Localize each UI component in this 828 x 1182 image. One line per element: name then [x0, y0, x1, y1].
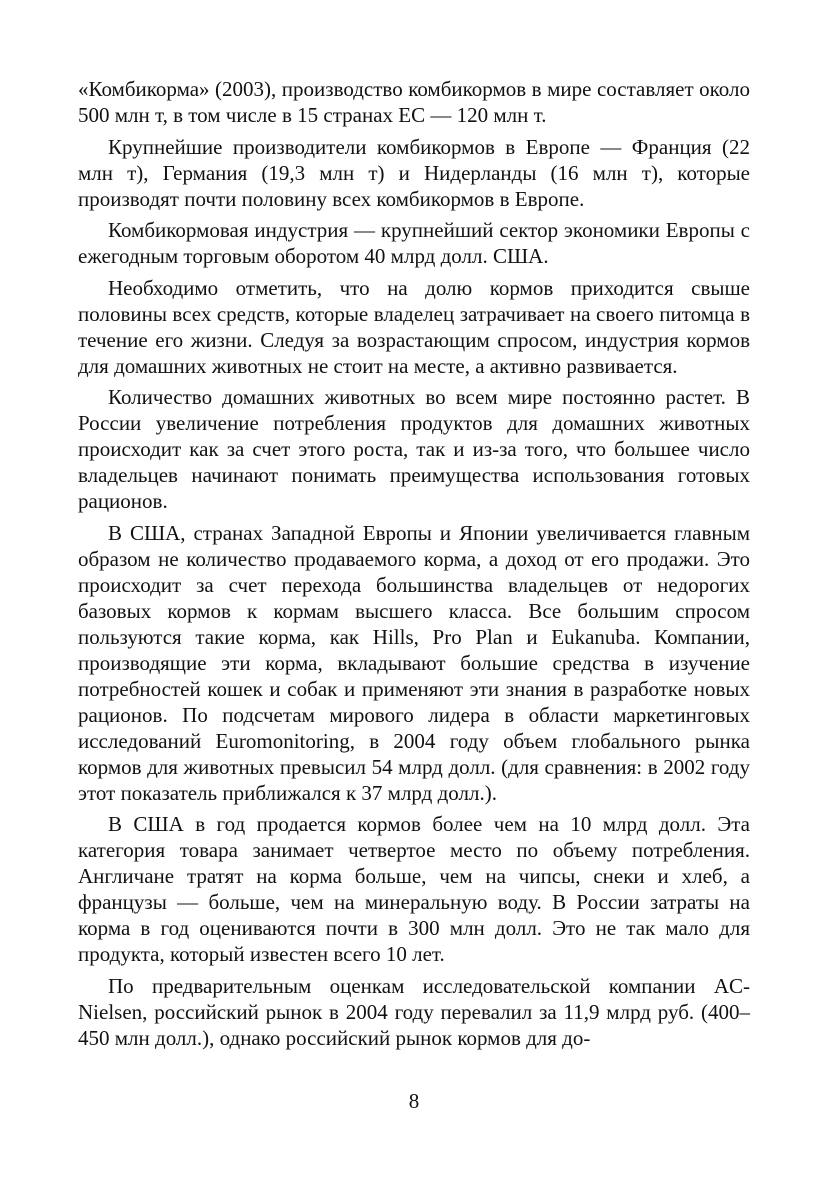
paragraph-5: Количество домашних животных во всем мире постоянно растет. В России увеличение потребления продуктов для домашних животных происходит как за счет этого роста, так и из-за того, что большее число владельцев начинают понимать преимущества использования готовых рационов.: [78, 385, 750, 513]
paragraph-4: Необходимо отметить, что на долю кормов приходится свыше половины всех средств, которые владелец затрачивает на своего питомца в течение его жизни. Следуя за возрастающим спросом, индустрия кормов для домашних животных не стоит на месте, а активно развивается.: [78, 275, 750, 378]
paragraph-6: В США, странах Западной Европы и Японии увеличивается главным образом не количество продаваемого корма, а доход от его продажи. Это происходит за счет перехода большинства владельцев от недорогих базовых кормов к кормам высшего класса. Все большим спросом пользуются такие корма, как Hills, Pro Plan и Eukanuba. Компании, производящие эти корма, вкладывают большие средства в изучение потребностей кошек и собак и применяют эти знания в разработке новых рационов. По подсчетам мирового лидера в области маркетинговых исследований Euromonitoring, в 2004 году объем глобального рынка кормов для животных превысил 54 млрд долл. (для сравнения: в 2002 году этот показатель приближался к 37 млрд долл.).: [78, 520, 750, 805]
paragraph-2: Крупнейшие производители комбикормов в Европе — Франция (22 млн т), Германия (19,3 млн т) и Нидерланды (16 млн т), которые производят почти половину всех комбикормов в Европе.: [78, 134, 750, 211]
paragraph-3: Комбикормовая индустрия — крупнейший сектор экономики Европы с ежегодным торговым оборотом 40 млрд долл. США.: [78, 218, 750, 268]
paragraph-1: «Комбикорма» (2003), производство комбикормов в мире составляет около 500 млн т, в том числе в 15 странах ЕС — 120 млн т.: [78, 77, 750, 127]
paragraph-7: В США в год продается кормов более чем на 10 млрд долл. Эта категория товара занимает четвертое место по объему потребления. Англичане тратят на корма больше, чем на чипсы, снеки и хлеб, а французы — больше, чем на минеральную воду. В России затраты на корма в год оцениваются почти в 300 млн долл. Это не так мало для продукта, который известен всего 10 лет.: [78, 812, 750, 966]
paragraph-8: По предварительным оценкам исследовательской компании AC-Nielsen, российский рынок в 2004 году перевалил за 11,9 млрд руб. (400–450 млн долл.), однако российский рынок кормов для до-: [78, 973, 750, 1050]
page-body: [78, 76, 750, 1056]
page-number: 8: [408, 1089, 420, 1113]
